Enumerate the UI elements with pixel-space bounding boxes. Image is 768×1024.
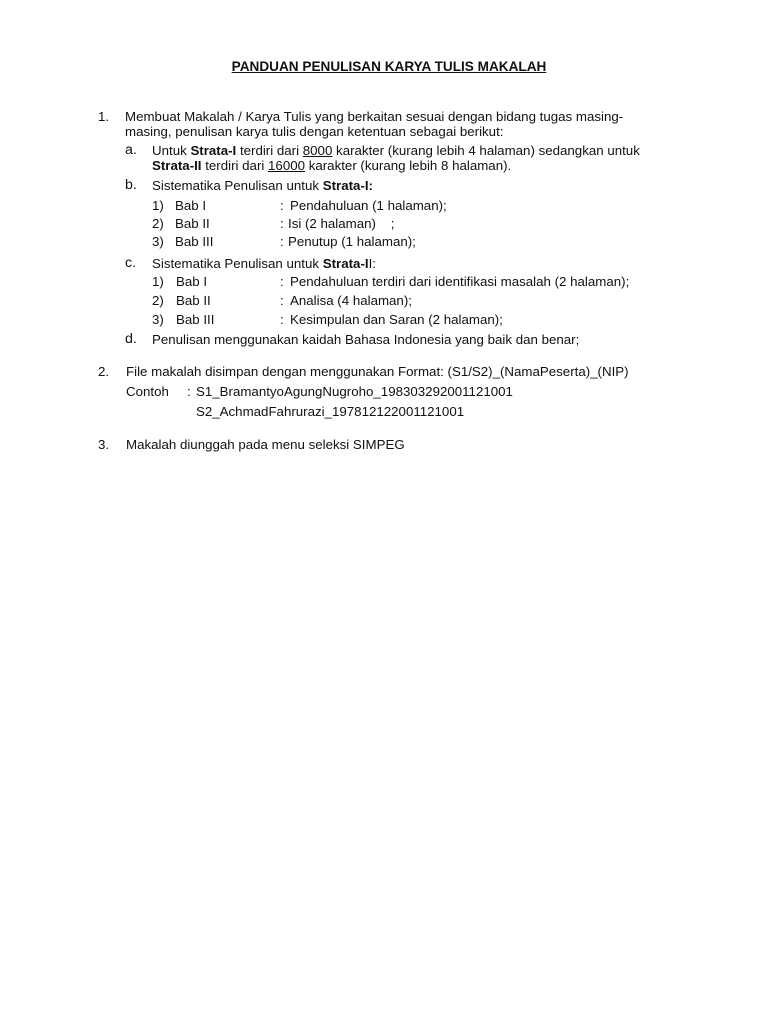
list-item-desc: Kesimpulan dan Saran (2 halaman); [290, 312, 503, 327]
item-3-text: Makalah diunggah pada menu seleksi SIMPEG [126, 437, 405, 452]
item-1d-text: Penulisan menggunakan kaidah Bahasa Indonesia yang baik dan benar; [152, 332, 580, 347]
item-2-line-1: File makalah disimpan dengan menggunakan Format: (S1/S2)_(NamaPeserta)_(NIP) [126, 364, 629, 379]
item-1a-label: a. [125, 142, 137, 158]
list-item-separator: : [280, 234, 284, 249]
page-title: PANDUAN PENULISAN KARYA TULIS MAKALAH [231, 59, 547, 74]
example-filename-2: S2_AchmadFahrurazi_197812122001121001 [196, 404, 465, 419]
list-item-bab: Bab III [175, 234, 214, 249]
list-item-number: 1) [152, 198, 164, 213]
list-item-number: 2) [152, 216, 164, 231]
list-item-separator: : [280, 312, 284, 327]
item-3-number: 3. [98, 437, 110, 452]
list-item-desc: Analisa (4 halaman); [290, 293, 412, 308]
item-1c-label: c. [125, 255, 137, 271]
list-item-separator: : [280, 274, 284, 289]
list-item-bab: Bab II [176, 293, 211, 308]
list-item-bab: Bab III [176, 312, 215, 327]
list-item-bab: Bab II [175, 216, 210, 231]
list-item-desc: Isi (2 halaman) ; [288, 216, 395, 231]
list-item-separator: : [280, 216, 284, 231]
list-item-desc: Penutup (1 halaman); [288, 234, 416, 249]
list-item-number: 2) [152, 293, 164, 308]
item-1d-label: d. [125, 331, 137, 347]
list-item-separator: : [280, 293, 284, 308]
item-1-line-1: Membuat Makalah / Karya Tulis yang berkaitan sesuai dengan bidang tugas masing- [125, 109, 624, 124]
example-filename-1: S1_BramantyoAgungNugroho_198303292001121001 [196, 384, 513, 399]
list-item-desc: Pendahuluan (1 halaman); [290, 198, 447, 213]
list-item-number: 3) [152, 312, 164, 327]
contoh-separator: : [187, 384, 191, 399]
item-1-line-2: masing, penulisan karya tulis dengan ketentuan sebagai berikut: [125, 124, 504, 139]
list-item-bab: Bab I [175, 198, 207, 213]
item-1a-line-1: Untuk Strata-I terdiri dari 8000 karakter (kurang lebih 4 halaman) sedangkan untuk [152, 143, 640, 158]
item-1a-line-2: Strata-II terdiri dari 16000 karakter (kurang lebih 8 halaman). [152, 158, 512, 173]
list-item-number: 1) [152, 274, 164, 289]
item-1b-label: b. [125, 177, 137, 193]
item-1b-heading: Sistematika Penulisan untuk Strata-I: [152, 178, 373, 193]
item-2-number: 2. [98, 364, 110, 379]
list-item-bab: Bab I [176, 274, 208, 289]
list-item-desc: Pendahuluan terdiri dari identifikasi masalah (2 halaman); [290, 274, 630, 289]
item-1c-heading: Sistematika Penulisan untuk Strata-II: [152, 256, 376, 271]
list-item-separator: : [280, 198, 284, 213]
list-item-number: 3) [152, 234, 164, 249]
contoh-label: Contoh [126, 384, 169, 399]
item-1-number: 1. [98, 109, 110, 124]
